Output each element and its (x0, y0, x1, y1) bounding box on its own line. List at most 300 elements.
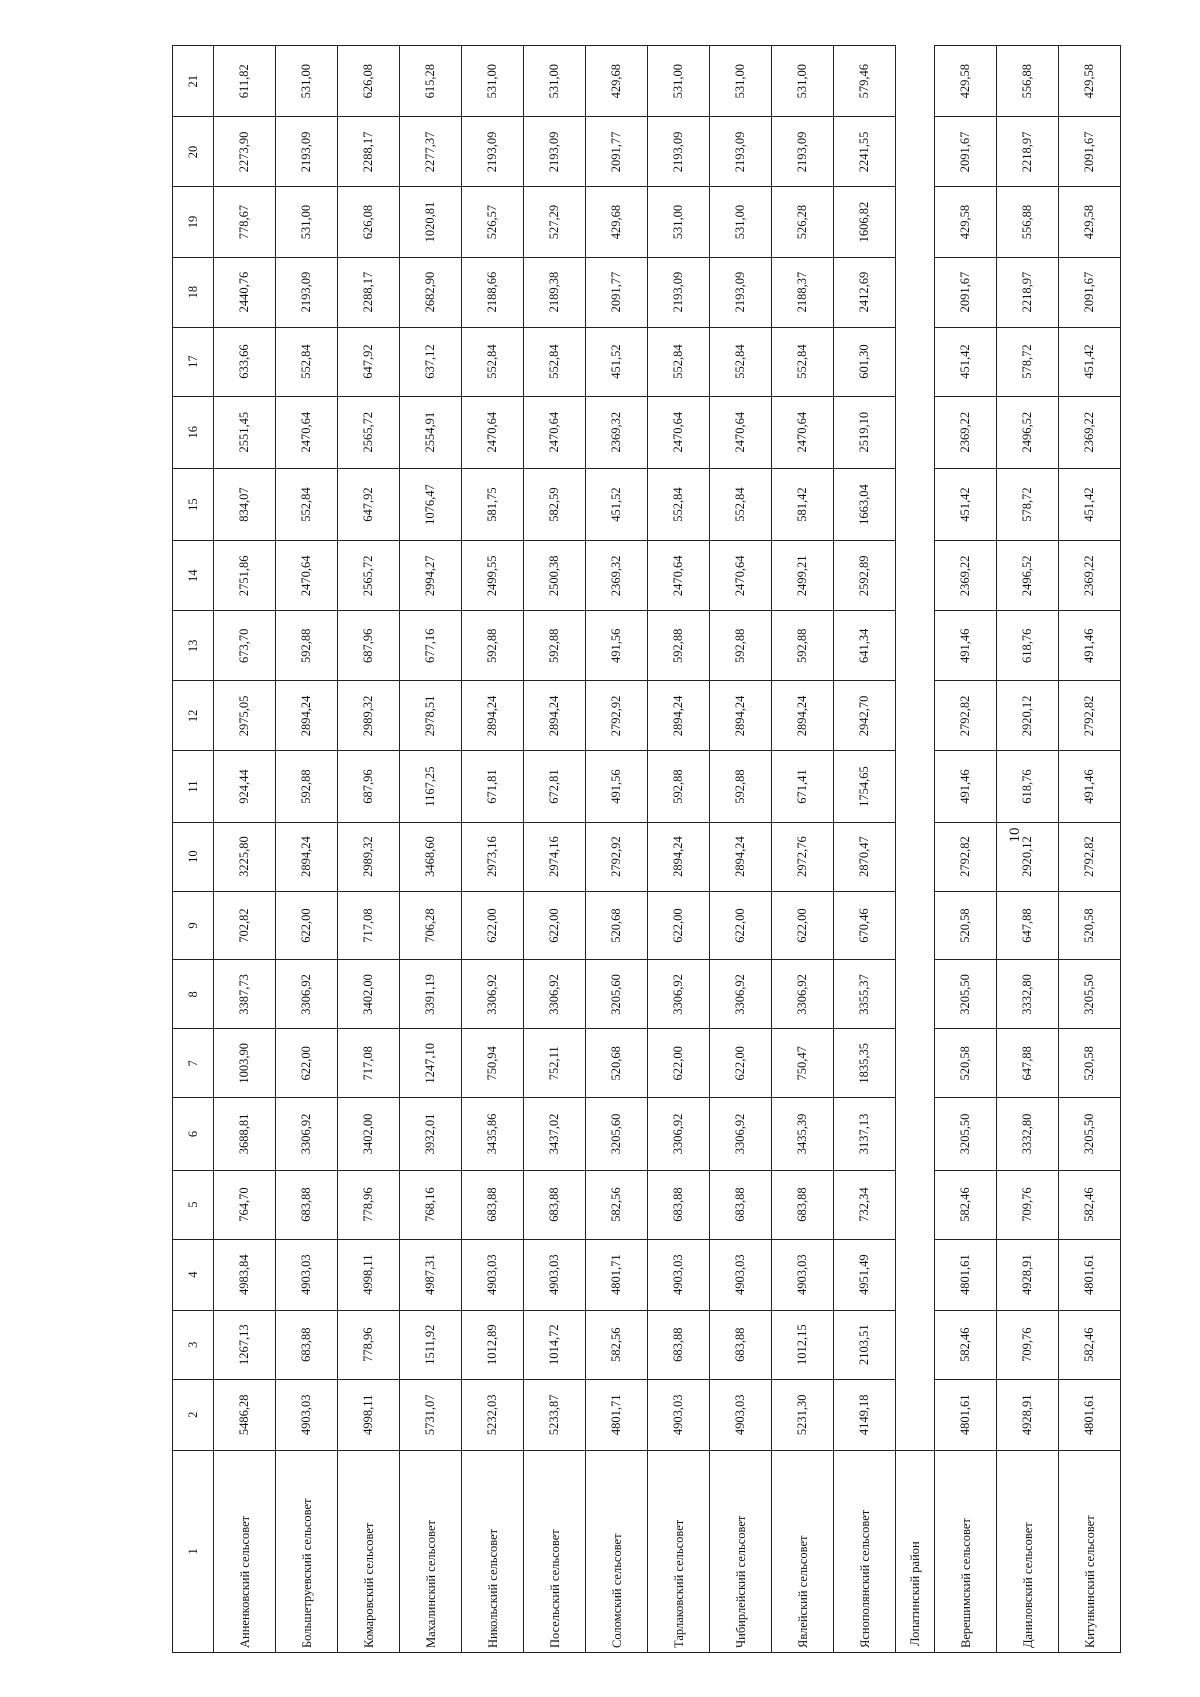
table-cell: 3306,92 (276, 1098, 338, 1170)
table-cell: 531,00 (462, 46, 524, 117)
column-header: 18 (173, 257, 214, 327)
table-cell: 637,12 (400, 327, 462, 396)
table-cell: 491,46 (935, 611, 997, 681)
table-cell: 2189,38 (524, 257, 586, 327)
table-cell: 526,57 (462, 187, 524, 257)
column-header: 9 (173, 891, 214, 960)
table-cell: 429,58 (1059, 187, 1121, 257)
table-cell: 520,58 (935, 891, 997, 960)
table-cell: 3332,80 (997, 960, 1059, 1029)
table-cell: 552,84 (462, 327, 524, 396)
table-cell: 2496,52 (997, 541, 1059, 611)
table-cell: 2974,16 (524, 822, 586, 891)
table-cell: 552,84 (710, 468, 772, 540)
table-cell: 778,67 (214, 187, 276, 257)
column-header: 6 (173, 1098, 214, 1170)
table-cell: 1267,13 (214, 1310, 276, 1379)
table-cell: 683,88 (524, 1170, 586, 1239)
region-row-filler (896, 46, 935, 1451)
table-row (772, 46, 834, 1653)
column-header: 2 (173, 1379, 214, 1450)
table-cell: 752,11 (524, 1029, 586, 1098)
table-cell: 2894,24 (710, 822, 772, 891)
table-cell: 552,84 (648, 468, 710, 540)
table-cell: 706,28 (400, 891, 462, 960)
table-cell: 531,00 (648, 46, 710, 117)
column-header: 16 (173, 396, 214, 468)
table-cell: 2792,82 (1059, 822, 1121, 891)
table-cell: 626,08 (338, 46, 400, 117)
table-cell: 451,42 (935, 468, 997, 540)
table-cell: 552,84 (276, 327, 338, 396)
table-cell: 5233,87 (524, 1379, 586, 1450)
table-cell: 601,30 (834, 327, 896, 396)
table-cell: 2792,82 (935, 822, 997, 891)
table-cell: 671,81 (462, 751, 524, 822)
table-cell: 647,88 (997, 891, 1059, 960)
table-cell: 687,96 (338, 611, 400, 681)
table-cell: 778,96 (338, 1310, 400, 1379)
table-cell: 673,70 (214, 611, 276, 681)
table-cell: 2592,89 (834, 541, 896, 611)
table-cell: 4903,03 (276, 1379, 338, 1450)
table-cell: 429,68 (586, 46, 648, 117)
table-cell: 2989,32 (338, 822, 400, 891)
column-header: 5 (173, 1170, 214, 1239)
table-row (935, 46, 997, 1653)
table-cell: 683,88 (710, 1170, 772, 1239)
table-cell: 2870,47 (834, 822, 896, 891)
table-row (586, 46, 648, 1653)
table-cell: 4903,03 (524, 1239, 586, 1310)
table-cell: 592,88 (524, 611, 586, 681)
table-cell: 2499,21 (772, 541, 834, 611)
table-cell: 3205,50 (1059, 960, 1121, 1029)
table-cell: 764,70 (214, 1170, 276, 1239)
table-cell: 4903,03 (648, 1379, 710, 1450)
table-cell: 2412,69 (834, 257, 896, 327)
table-cell: 683,88 (772, 1170, 834, 1239)
table-cell: 2519,10 (834, 396, 896, 468)
table-cell: 592,88 (772, 611, 834, 681)
table-cell: 2103,51 (834, 1310, 896, 1379)
table-cell: 582,46 (935, 1310, 997, 1379)
table-cell: 2894,24 (772, 681, 834, 751)
table-cell: 592,88 (648, 611, 710, 681)
table-row (834, 46, 896, 1653)
column-header: 10 (173, 822, 214, 891)
table-cell: 3468,60 (400, 822, 462, 891)
table-cell: 622,00 (648, 1029, 710, 1098)
table-cell: 834,07 (214, 468, 276, 540)
table-cell: 641,34 (834, 611, 896, 681)
table-row (997, 46, 1059, 1653)
table-cell: 778,96 (338, 1170, 400, 1239)
table-cell: 2288,17 (338, 257, 400, 327)
table-cell: 4903,03 (276, 1239, 338, 1310)
table-cell: 1754,65 (834, 751, 896, 822)
table-cell: 581,75 (462, 468, 524, 540)
settlement-name: Верешимский сельсовет (935, 1450, 997, 1652)
settlement-name: Даниловский сельсовет (997, 1450, 1059, 1652)
table-cell: 2369,22 (935, 396, 997, 468)
table-cell: 556,88 (997, 46, 1059, 117)
table-cell: 3306,92 (524, 960, 586, 1029)
table-cell: 1835,35 (834, 1029, 896, 1098)
table-cell: 2942,70 (834, 681, 896, 751)
table-cell: 3306,92 (648, 960, 710, 1029)
table-cell: 622,00 (462, 891, 524, 960)
table-cell: 429,58 (935, 187, 997, 257)
table-cell: 527,29 (524, 187, 586, 257)
table-cell: 2554,91 (400, 396, 462, 468)
settlement-name: Махалинский сельсовет (400, 1450, 462, 1652)
table-cell: 1663,04 (834, 468, 896, 540)
table-cell: 768,16 (400, 1170, 462, 1239)
table-cell: 750,94 (462, 1029, 524, 1098)
table-cell: 2091,67 (935, 117, 997, 187)
table-cell: 2470,64 (648, 396, 710, 468)
table-cell: 1076,47 (400, 468, 462, 540)
table-cell: 2894,24 (276, 822, 338, 891)
table-cell: 2188,66 (462, 257, 524, 327)
table-cell: 3387,73 (214, 960, 276, 1029)
settlement-name: Тарлаковский сельсовет (648, 1450, 710, 1652)
table-cell: 552,84 (524, 327, 586, 396)
table-region-row (896, 46, 935, 1653)
table-cell: 3205,60 (586, 1098, 648, 1170)
table-cell: 581,42 (772, 468, 834, 540)
table-cell: 4801,61 (1059, 1239, 1121, 1310)
table-cell: 622,00 (710, 1029, 772, 1098)
table-cell: 491,56 (586, 751, 648, 822)
table-cell: 2500,38 (524, 541, 586, 611)
table-cell: 582,56 (586, 1310, 648, 1379)
table-cell: 683,88 (648, 1170, 710, 1239)
table-cell: 582,46 (1059, 1170, 1121, 1239)
table-cell: 2792,92 (586, 822, 648, 891)
table-cell: 1606,82 (834, 187, 896, 257)
table-cell: 671,41 (772, 751, 834, 822)
table-cell: 4983,84 (214, 1239, 276, 1310)
table-cell: 622,00 (276, 1029, 338, 1098)
table-cell: 2792,82 (935, 681, 997, 751)
table-cell: 2470,64 (276, 396, 338, 468)
table-cell: 2551,45 (214, 396, 276, 468)
column-header: 11 (173, 751, 214, 822)
table-cell: 2440,76 (214, 257, 276, 327)
table-cell: 2193,09 (772, 117, 834, 187)
table-cell: 531,00 (276, 187, 338, 257)
table-cell: 2565,72 (338, 541, 400, 611)
column-header: 14 (173, 541, 214, 611)
table-header-row (173, 46, 214, 1653)
table-cell: 2894,24 (648, 681, 710, 751)
table-cell: 491,46 (935, 751, 997, 822)
table-cell: 2792,82 (1059, 681, 1121, 751)
table-cell: 531,00 (276, 46, 338, 117)
table-cell: 2470,64 (462, 396, 524, 468)
settlement-name: Яснополянский сельсовет (834, 1450, 896, 1652)
table-cell: 4903,03 (710, 1239, 772, 1310)
table-cell: 622,00 (276, 891, 338, 960)
table-cell: 3205,60 (586, 960, 648, 1029)
settlement-name: Китункинский сельсовет (1059, 1450, 1121, 1652)
table-cell: 2193,09 (710, 257, 772, 327)
table-cell: 647,92 (338, 327, 400, 396)
table-cell: 4998,11 (338, 1379, 400, 1450)
column-header: 3 (173, 1310, 214, 1379)
table-cell: 4801,71 (586, 1239, 648, 1310)
table-cell: 2241,55 (834, 117, 896, 187)
table-cell: 4903,03 (648, 1239, 710, 1310)
table-cell: 1012,89 (462, 1310, 524, 1379)
table-cell: 2496,52 (997, 396, 1059, 468)
table-cell: 3435,39 (772, 1098, 834, 1170)
table-cell: 491,46 (1059, 751, 1121, 822)
table-cell: 4987,31 (400, 1239, 462, 1310)
table-cell: 677,16 (400, 611, 462, 681)
table-cell: 592,88 (710, 611, 772, 681)
table-cell: 2369,22 (1059, 396, 1121, 468)
table-cell: 3306,92 (276, 960, 338, 1029)
table-cell: 3205,50 (935, 1098, 997, 1170)
table-cell: 2277,37 (400, 117, 462, 187)
table-cell: 3391,19 (400, 960, 462, 1029)
table-cell: 582,56 (586, 1170, 648, 1239)
table-cell: 4928,91 (997, 1379, 1059, 1450)
table-cell: 626,08 (338, 187, 400, 257)
data-table-sheet (172, 45, 1097, 1653)
table-cell: 2091,67 (935, 257, 997, 327)
table-cell: 702,82 (214, 891, 276, 960)
table-cell: 1014,72 (524, 1310, 586, 1379)
table-cell: 750,47 (772, 1029, 834, 1098)
table-cell: 2470,64 (772, 396, 834, 468)
table-cell: 717,08 (338, 891, 400, 960)
table-cell: 552,84 (648, 327, 710, 396)
table-cell: 618,76 (997, 751, 1059, 822)
table-cell: 592,88 (276, 611, 338, 681)
table-cell: 2369,22 (1059, 541, 1121, 611)
table-cell: 520,58 (1059, 891, 1121, 960)
table-cell: 3688,81 (214, 1098, 276, 1170)
table-row (648, 46, 710, 1653)
table-cell: 4801,61 (1059, 1379, 1121, 1450)
column-header: 17 (173, 327, 214, 396)
table-cell: 2193,09 (276, 257, 338, 327)
table-cell: 2894,24 (648, 822, 710, 891)
table-cell: 3306,92 (462, 960, 524, 1029)
settlement-name: Явлейский сельсовет (772, 1450, 834, 1652)
settlement-name: Посельский сельсовет (524, 1450, 586, 1652)
column-header: 1 (173, 1450, 214, 1652)
table-row (214, 46, 276, 1653)
table-cell: 5731,07 (400, 1379, 462, 1450)
table-cell: 2218,97 (997, 117, 1059, 187)
table-cell: 2273,90 (214, 117, 276, 187)
table-cell: 2193,09 (462, 117, 524, 187)
table-cell: 2470,64 (648, 541, 710, 611)
table-cell: 3402,00 (338, 1098, 400, 1170)
table-cell: 709,76 (997, 1310, 1059, 1379)
table-cell: 451,42 (1059, 468, 1121, 540)
table-cell: 520,58 (935, 1029, 997, 1098)
settlement-name: Соломский сельсовет (586, 1450, 648, 1652)
table-cell: 1012,15 (772, 1310, 834, 1379)
table-cell: 582,59 (524, 468, 586, 540)
table-cell: 4801,61 (935, 1239, 997, 1310)
table-cell: 2978,51 (400, 681, 462, 751)
rotated-table-container (172, 45, 1097, 1653)
table-cell: 4801,61 (935, 1379, 997, 1450)
table-cell: 491,46 (1059, 611, 1121, 681)
table-cell: 3435,86 (462, 1098, 524, 1170)
table-row (710, 46, 772, 1653)
column-header: 12 (173, 681, 214, 751)
table-cell: 2989,32 (338, 681, 400, 751)
table-cell: 2499,55 (462, 541, 524, 611)
table-cell: 3932,01 (400, 1098, 462, 1170)
table-cell: 429,68 (586, 187, 648, 257)
table-cell: 4801,71 (586, 1379, 648, 1450)
table-cell: 3402,00 (338, 960, 400, 1029)
column-header: 15 (173, 468, 214, 540)
table-cell: 2920,12 (997, 822, 1059, 891)
table-cell: 622,00 (648, 891, 710, 960)
table-cell: 578,72 (997, 468, 1059, 540)
table-cell: 2972,76 (772, 822, 834, 891)
table-cell: 531,00 (710, 46, 772, 117)
table-cell: 1511,92 (400, 1310, 462, 1379)
table-cell: 552,84 (772, 327, 834, 396)
table-cell: 556,88 (997, 187, 1059, 257)
table-cell: 4998,11 (338, 1239, 400, 1310)
region-name: Лопатинский район (896, 1450, 935, 1652)
table-cell: 451,42 (935, 327, 997, 396)
table-cell: 2682,90 (400, 257, 462, 327)
table-cell: 552,84 (710, 327, 772, 396)
table-cell: 526,28 (772, 187, 834, 257)
table-cell: 709,76 (997, 1170, 1059, 1239)
settlement-name: Большетруевский сельсовет (276, 1450, 338, 1652)
table-cell: 2894,24 (276, 681, 338, 751)
column-header: 13 (173, 611, 214, 681)
table-cell: 520,68 (586, 1029, 648, 1098)
table-cell: 2470,64 (276, 541, 338, 611)
settlement-name: Никольский сельсовет (462, 1450, 524, 1652)
table-cell: 924,44 (214, 751, 276, 822)
table-cell: 520,58 (1059, 1029, 1121, 1098)
table-cell: 592,88 (276, 751, 338, 822)
table-cell: 732,34 (834, 1170, 896, 1239)
table-cell: 622,00 (710, 891, 772, 960)
table-row (524, 46, 586, 1653)
table-cell: 3332,80 (997, 1098, 1059, 1170)
table-cell: 2973,16 (462, 822, 524, 891)
table-cell: 552,84 (276, 468, 338, 540)
table-cell: 3137,13 (834, 1098, 896, 1170)
table-cell: 611,82 (214, 46, 276, 117)
table-cell: 5486,28 (214, 1379, 276, 1450)
table-cell: 578,72 (997, 327, 1059, 396)
table-cell: 672,81 (524, 751, 586, 822)
table-cell: 2894,24 (524, 681, 586, 751)
table-cell: 3437,02 (524, 1098, 586, 1170)
table-cell: 2091,77 (586, 257, 648, 327)
table-cell: 670,46 (834, 891, 896, 960)
column-header: 21 (173, 46, 214, 117)
table-cell: 2751,86 (214, 541, 276, 611)
data-table (172, 45, 1121, 1653)
table-cell: 717,08 (338, 1029, 400, 1098)
table-cell: 633,66 (214, 327, 276, 396)
table-cell: 618,76 (997, 611, 1059, 681)
table-cell: 2894,24 (462, 681, 524, 751)
table-cell: 2975,05 (214, 681, 276, 751)
column-header: 20 (173, 117, 214, 187)
table-cell: 2091,77 (586, 117, 648, 187)
table-cell: 491,56 (586, 611, 648, 681)
table-cell: 5232,03 (462, 1379, 524, 1450)
table-cell: 451,52 (586, 327, 648, 396)
table-cell: 2188,37 (772, 257, 834, 327)
table-row (1059, 46, 1121, 1653)
table-cell: 579,46 (834, 46, 896, 117)
table-cell: 3225,80 (214, 822, 276, 891)
table-cell: 531,00 (648, 187, 710, 257)
table-cell: 451,52 (586, 468, 648, 540)
table-cell: 592,88 (710, 751, 772, 822)
table-cell: 4903,03 (772, 1239, 834, 1310)
table-cell: 2894,24 (710, 681, 772, 751)
table-cell: 4928,91 (997, 1239, 1059, 1310)
table-cell: 622,00 (524, 891, 586, 960)
settlement-name: Чибирлейский сельсовет (710, 1450, 772, 1652)
table-cell: 1003,90 (214, 1029, 276, 1098)
table-cell: 683,88 (710, 1310, 772, 1379)
table-cell: 4903,03 (710, 1379, 772, 1450)
table-cell: 5231,30 (772, 1379, 834, 1450)
column-header: 19 (173, 187, 214, 257)
table-cell: 683,88 (462, 1170, 524, 1239)
table-cell: 2288,17 (338, 117, 400, 187)
column-header: 7 (173, 1029, 214, 1098)
table-cell: 2091,67 (1059, 257, 1121, 327)
table-cell: 3306,92 (710, 960, 772, 1029)
table-cell: 582,46 (935, 1170, 997, 1239)
table-cell: 2369,32 (586, 541, 648, 611)
page-number: 10 (1007, 827, 1023, 843)
table-cell: 2792,92 (586, 681, 648, 751)
table-cell: 2369,32 (586, 396, 648, 468)
table-cell: 2193,09 (524, 117, 586, 187)
table-cell: 683,88 (276, 1170, 338, 1239)
table-cell: 1247,10 (400, 1029, 462, 1098)
table-cell: 2091,67 (1059, 117, 1121, 187)
settlement-name: Комаровский сельсовет (338, 1450, 400, 1652)
column-header: 4 (173, 1239, 214, 1310)
table-cell: 3306,92 (710, 1098, 772, 1170)
table-cell: 683,88 (276, 1310, 338, 1379)
table-cell: 622,00 (772, 891, 834, 960)
table-cell: 1020,81 (400, 187, 462, 257)
table-cell: 592,88 (648, 751, 710, 822)
table-cell: 2565,72 (338, 396, 400, 468)
table-cell: 2920,12 (997, 681, 1059, 751)
table-cell: 3205,50 (935, 960, 997, 1029)
settlement-name: Анненковский сельсовет (214, 1450, 276, 1652)
